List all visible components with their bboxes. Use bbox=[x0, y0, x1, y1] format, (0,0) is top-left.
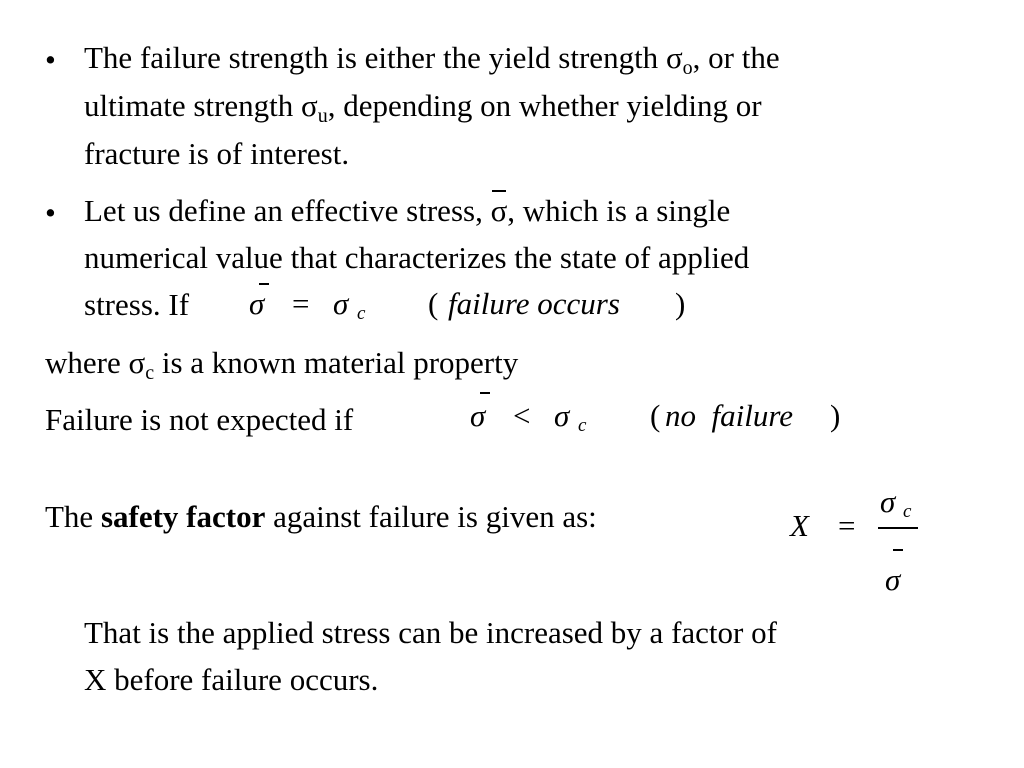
where-line bbox=[45, 345, 519, 384]
paren-close: ) bbox=[830, 398, 841, 433]
sigma-critical: σ bbox=[333, 286, 349, 321]
bullet-2-text-b: , which is a single bbox=[507, 193, 731, 228]
paren-close: ) bbox=[675, 286, 686, 321]
numerator-sigma: σ bbox=[880, 484, 896, 519]
bullet-1-line-2 bbox=[84, 88, 762, 127]
overbar bbox=[893, 549, 903, 551]
subscript-o: o bbox=[682, 57, 693, 79]
less-than-sign: < bbox=[513, 398, 531, 433]
bullet-1-glyph: • bbox=[45, 42, 56, 77]
bullet-1-text-a: The failure strength is either the yield strength bbox=[84, 40, 666, 75]
bullet-2-line-1 bbox=[84, 195, 730, 226]
bullet-2-text-a: Let us define an effective stress, bbox=[84, 193, 491, 228]
overbar bbox=[259, 283, 269, 285]
no-failure-note: no failure bbox=[665, 398, 794, 433]
sigma-symbol: σ bbox=[128, 345, 146, 380]
safety-factor-line bbox=[45, 501, 597, 532]
subscript-u: u bbox=[317, 105, 328, 127]
sigma-effective: σ bbox=[470, 398, 486, 433]
bullet-1-line-1 bbox=[84, 40, 780, 79]
numerator-subscript-c: c bbox=[903, 501, 912, 522]
sigma-bar-symbol: σ bbox=[491, 195, 508, 226]
bullet-1-text-b: , or the bbox=[692, 40, 780, 75]
bullet-2-line-2: numerical value that characterizes the state of applied bbox=[84, 240, 750, 275]
bullet-1-text-c: ultimate strength bbox=[84, 88, 301, 123]
sigma-symbol: σ bbox=[665, 40, 683, 75]
fraction-bar bbox=[878, 527, 918, 529]
safety-text-b: against failure is given as: bbox=[265, 499, 597, 534]
bullet-2-line-3: stress. If bbox=[84, 287, 190, 322]
failure-note: failure occurs bbox=[448, 286, 620, 321]
bullet-1-text-d: , depending on whether yielding or bbox=[327, 88, 762, 123]
equals-sign: = bbox=[292, 286, 310, 321]
bullet-1-line-3: fracture is of interest. bbox=[84, 136, 350, 171]
denominator-sigma: σ bbox=[885, 562, 901, 597]
variable-x: X bbox=[790, 508, 809, 543]
subscript-c: c bbox=[578, 415, 587, 436]
subscript-c: c bbox=[145, 362, 155, 384]
where-text-a: where bbox=[45, 345, 129, 380]
equals-sign: = bbox=[838, 508, 856, 543]
subscript-c: c bbox=[357, 303, 366, 324]
overbar bbox=[480, 392, 490, 394]
paren-open: ( bbox=[428, 286, 439, 321]
sigma-critical: σ bbox=[554, 398, 570, 433]
conclusion-line-2: X before failure occurs. bbox=[84, 662, 379, 697]
safety-factor-term: safety factor bbox=[100, 499, 266, 534]
safety-text-a: The bbox=[45, 499, 101, 534]
conclusion-line-1: That is the applied stress can be increased by a factor of bbox=[84, 615, 777, 650]
not-expected-text: Failure is not expected if bbox=[45, 402, 354, 437]
where-text-b: is a known material property bbox=[154, 345, 519, 380]
sigma-effective: σ bbox=[249, 286, 265, 321]
bullet-2-glyph: • bbox=[45, 195, 56, 230]
sigma-symbol: σ bbox=[300, 88, 318, 123]
paren-open: ( bbox=[650, 398, 661, 433]
